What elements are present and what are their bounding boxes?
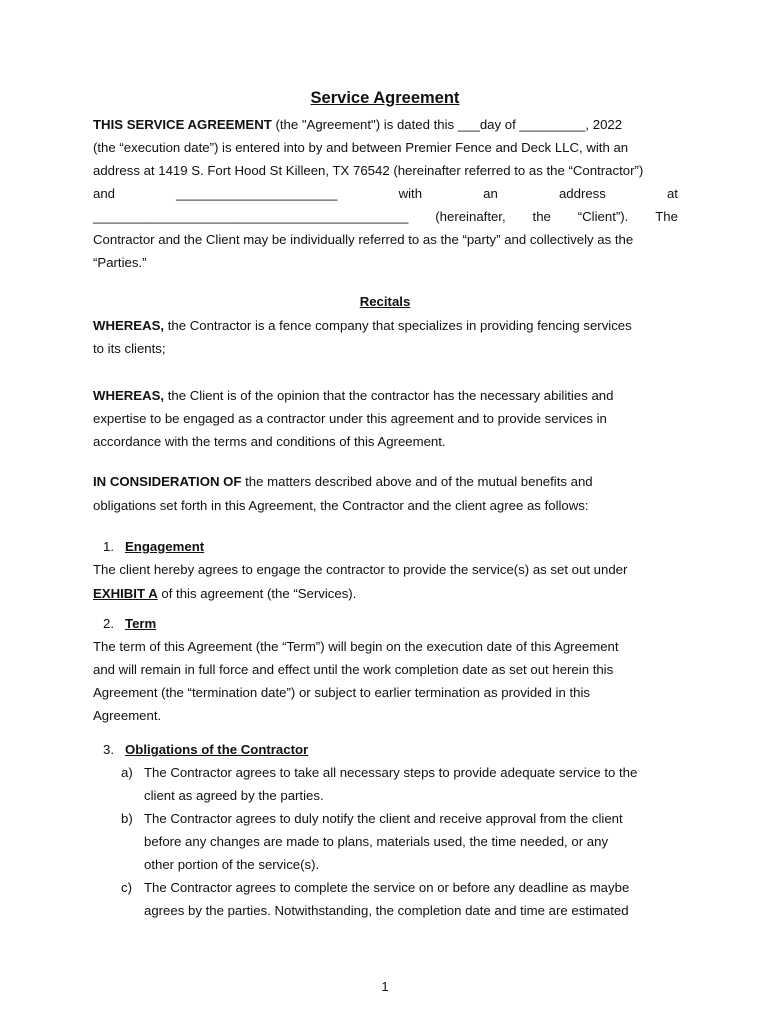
section-number: 1. [103, 539, 114, 554]
obligation-b-line-3: other portion of the service(s). [144, 857, 320, 872]
term-line-3: Agreement (the “termination date”) or subject to earlier termination as provided in this [93, 685, 590, 700]
word: address [558, 186, 606, 201]
word: The [655, 209, 678, 224]
section-heading-obligations: Obligations of the Contractor [125, 742, 309, 757]
word: “Client”). [577, 209, 629, 224]
whereas-2-line-3: accordance with the terms and conditions of this Agreement. [93, 434, 446, 449]
obligation-c-line-1: The Contractor agrees to complete the service on or before any deadline as maybe [144, 880, 630, 895]
intro-bold-label: THIS SERVICE AGREEMENT [93, 117, 272, 132]
exhibit-a-reference: EXHIBIT A [93, 586, 158, 601]
section-number: 2. [103, 616, 114, 631]
intro-line-7: “Parties.” [93, 255, 147, 270]
whereas-text: the Client is of the opinion that the contractor has the necessary abilities and [164, 388, 614, 403]
word: (hereinafter, [435, 209, 506, 224]
term-line-1: The term of this Agreement (the “Term”) will begin on the execution date of this Agreement [93, 639, 619, 654]
intro-line-4 [93, 186, 678, 202]
intro-line-3: address at 1419 S. Fort Hood St Killeen, TX 76542 (hereinafter referred to as the “Contractor”) [93, 163, 644, 178]
obligation-a-line-2: client as agreed by the parties. [144, 788, 324, 803]
word: the [532, 209, 551, 224]
client-address-blank: ___________________________________________ [93, 209, 409, 224]
obligation-c-line-2: agrees by the parties. Notwithstanding, the completion date and time are estimated [144, 903, 629, 918]
term-line-4: Agreement. [93, 708, 162, 723]
whereas-label: WHEREAS, [93, 388, 165, 403]
obligation-b-line-2: before any changes are made to plans, materials used, the time needed, or any [144, 834, 609, 849]
whereas-text: the Contractor is a fence company that specializes in providing fencing services [164, 318, 632, 333]
document-title: Service Agreement [310, 89, 460, 107]
intro-line-1-text: (the "Agreement") is dated this ___day of _________, 2022 [271, 117, 623, 132]
whereas-1-line-1 [93, 318, 632, 334]
consideration-text: the matters described above and of the mutual benefits and [241, 474, 593, 489]
word: an [483, 186, 498, 201]
term-line-2: and will remain in full force and effect until the work completion date as set out herein this [93, 662, 614, 677]
whereas-1-line-2: to its clients; [93, 341, 166, 356]
consideration-line-1 [93, 474, 593, 490]
word: with [398, 186, 423, 201]
section-heading-term: Term [125, 616, 157, 631]
engagement-line-2-text: of this agreement (the “Services). [157, 586, 357, 601]
whereas-label: WHEREAS, [93, 318, 165, 333]
whereas-2-line-2: expertise to be engaged as a contractor under this agreement and to provide services in [93, 411, 607, 426]
intro-line-1 [93, 117, 622, 133]
engagement-line-1: The client hereby agrees to engage the contractor to provide the service(s) as set out under [93, 562, 628, 577]
intro-line-6: Contractor and the Client may be individually referred to as the “party” and collectively as the [93, 232, 634, 247]
word: at [666, 186, 678, 201]
section-heading-engagement: Engagement [125, 539, 205, 554]
consideration-line-2: obligations set forth in this Agreement, the Contractor and the client agree as follows: [93, 498, 589, 513]
section-number: 3. [103, 742, 114, 757]
recitals-heading: Recitals [359, 294, 411, 309]
intro-line-2: (the “execution date”) is entered into by and between Premier Fence and Deck LLC, with an [93, 140, 629, 155]
list-marker: c) [121, 880, 132, 895]
list-marker: b) [121, 811, 133, 826]
list-marker: a) [121, 765, 133, 780]
client-name-blank: ______________________ [176, 186, 338, 201]
page-number: 1 [381, 979, 389, 994]
engagement-line-2 [93, 586, 356, 602]
obligation-b-line-1: The Contractor agrees to duly notify the client and receive approval from the client [144, 811, 623, 826]
obligation-a-line-1: The Contractor agrees to take all necessary steps to provide adequate service to the [144, 765, 638, 780]
intro-line-5 [93, 209, 678, 225]
whereas-2-line-1 [93, 388, 613, 404]
consideration-label: IN CONSIDERATION OF [93, 474, 242, 489]
word: and [93, 186, 116, 201]
